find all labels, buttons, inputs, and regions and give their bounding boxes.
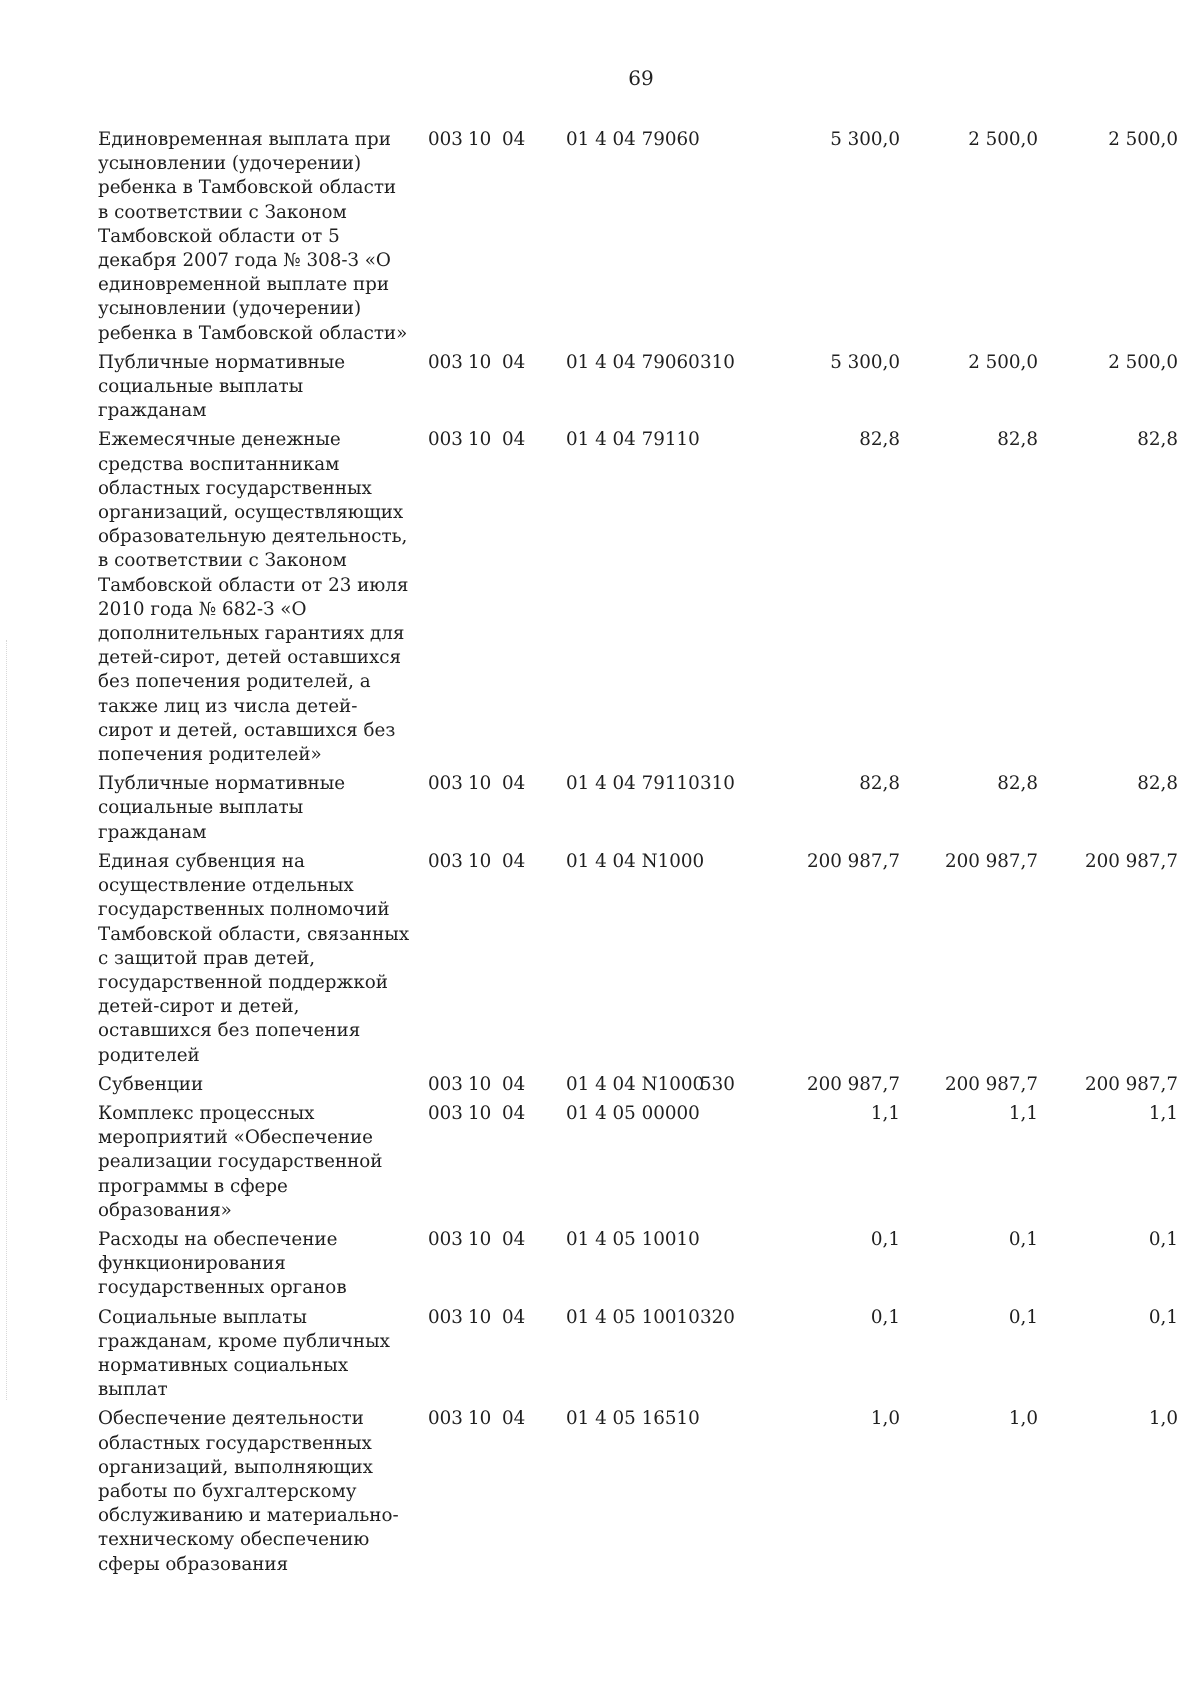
row-ministry-code: 003 [428, 1073, 463, 1095]
row-subsection-code: 04 [502, 429, 526, 451]
row-amount-year-3: 1,0 [1148, 1408, 1178, 1430]
row-amount-year-3: 200 987,7 [1084, 850, 1178, 872]
table-row [98, 1228, 1178, 1306]
row-amount-year-2: 1,1 [1008, 1102, 1038, 1124]
row-amount-year-1: 5 300,0 [830, 129, 900, 150]
row-target-article: 01 4 04 79060 [566, 129, 700, 150]
table-row [98, 1073, 1178, 1102]
row-amount-year-2: 2 500,0 [968, 129, 1038, 150]
row-subsection-code: 04 [502, 351, 526, 373]
table-row [98, 1306, 1178, 1408]
row-amount-year-2: 0,1 [1008, 1228, 1038, 1250]
row-amount-year-1: 82,8 [859, 773, 900, 795]
row-amount-year-3: 2 500,0 [1108, 129, 1178, 150]
row-amount-year-3: 200 987,7 [1084, 1073, 1178, 1095]
row-target-article: 01 4 05 10010 [566, 1228, 700, 1250]
row-name: Обеспечение деятельности областных государственных организаций, выполняющих работы по бухгалтерскому обслуживанию и материально-техническому обеспечению сферы образования [98, 1408, 399, 1575]
row-subsection-code: 04 [502, 1306, 526, 1328]
row-expense-type: 310 [700, 773, 735, 795]
row-amount-year-1: 0,1 [870, 1306, 900, 1328]
row-section-code: 10 [468, 1408, 492, 1430]
row-amount-year-3: 82,8 [1137, 429, 1178, 451]
row-ministry-code: 003 [428, 129, 463, 150]
row-name: Единовременная выплата при усыновлении (удочерении) ребенка в Тамбовской области в соответствии с Законом Тамбовской области от 5 декабря 2007 года № 308-З «О единовременной выплате при усыновлении (удочерении) ребенка в Тамбовской области» [98, 129, 408, 344]
row-amount-year-3: 0,1 [1148, 1306, 1178, 1328]
row-name: Публичные нормативные социальные выплаты гражданам [98, 773, 346, 843]
row-amount-year-1: 200 987,7 [806, 1073, 900, 1095]
row-ministry-code: 003 [428, 1306, 463, 1328]
scan-edge-marks [6, 640, 9, 1400]
page-number: 69 [628, 66, 654, 90]
row-section-code: 10 [468, 1228, 492, 1250]
row-expense-type [690, 428, 750, 772]
row-expense-type [690, 1407, 750, 1581]
row-amount-year-2: 82,8 [997, 773, 1038, 795]
row-subsection-code: 04 [502, 773, 526, 795]
row-amount-year-2: 0,1 [1008, 1306, 1038, 1328]
row-amount-year-2: 82,8 [997, 429, 1038, 451]
row-section-code: 10 [468, 1102, 492, 1124]
row-amount-year-3: 1,1 [1148, 1102, 1178, 1124]
row-name: Единая субвенция на осуществление отдельных государственных полномочий Тамбовской области, связанных с защитой прав детей, государственной поддержкой детей-сирот и детей, оставшихся без попечения родителей [98, 850, 410, 1066]
row-expense-type: 310 [700, 351, 735, 373]
row-target-article: 01 4 04 N1000 [566, 1073, 705, 1095]
row-subsection-code: 04 [502, 850, 526, 872]
row-expense-type [690, 128, 750, 351]
row-expense-type: 530 [700, 1073, 735, 1095]
row-target-article: 01 4 04 79110 [566, 773, 700, 795]
table-row [98, 772, 1178, 850]
row-subsection-code: 04 [502, 1408, 526, 1430]
row-amount-year-1: 0,1 [870, 1228, 900, 1250]
row-subsection-code: 04 [502, 129, 526, 150]
row-amount-year-2: 2 500,0 [968, 351, 1038, 373]
row-section-code: 10 [468, 351, 492, 373]
row-target-article: 01 4 04 N1000 [566, 850, 705, 872]
row-name: Ежемесячные денежные средства воспитанникам областных государственных организаций, осуществляющих образовательную деятельность, в соответствии с Законом Тамбовской области от 23 июля 2010 года № 682-З «О дополнительных гарантиях для детей-сирот, детей оставшихся без попечения родителей, а также лиц из числа детей-сирот и детей, оставшихся без попечения родителей» [98, 429, 409, 766]
row-name: Социальные выплаты гражданам, кроме публичных нормативных социальных выплат [98, 1306, 390, 1401]
table-row [98, 351, 1178, 429]
row-amount-year-3: 2 500,0 [1108, 351, 1178, 373]
row-section-code: 10 [468, 129, 492, 150]
table-row [98, 850, 1178, 1073]
row-ministry-code: 003 [428, 1408, 463, 1430]
row-target-article: 01 4 04 79110 [566, 429, 700, 451]
row-target-article: 01 4 04 79060 [566, 351, 700, 373]
row-subsection-code: 04 [502, 1228, 526, 1250]
table-row [98, 1102, 1178, 1228]
row-expense-type: 320 [700, 1306, 735, 1328]
row-ministry-code: 003 [428, 429, 463, 451]
row-section-code: 10 [468, 1306, 492, 1328]
row-ministry-code: 003 [428, 351, 463, 373]
row-name: Комплекс процессных мероприятий «Обеспечение реализации государственной программы в сфере образования» [98, 1102, 383, 1221]
row-subsection-code: 04 [502, 1102, 526, 1124]
row-section-code: 10 [468, 773, 492, 795]
row-target-article: 01 4 05 16510 [566, 1408, 700, 1430]
row-ministry-code: 003 [428, 850, 463, 872]
row-amount-year-1: 1,1 [870, 1102, 900, 1124]
row-amount-year-1: 1,0 [870, 1408, 900, 1430]
row-amount-year-2: 1,0 [1008, 1408, 1038, 1430]
row-target-article: 01 4 05 00000 [566, 1102, 700, 1124]
row-amount-year-1: 82,8 [859, 429, 900, 451]
row-ministry-code: 003 [428, 1228, 463, 1250]
row-ministry-code: 003 [428, 1102, 463, 1124]
row-section-code: 10 [468, 429, 492, 451]
table-row [98, 1407, 1178, 1581]
row-section-code: 10 [468, 850, 492, 872]
row-section-code: 10 [468, 1073, 492, 1095]
row-amount-year-1: 5 300,0 [830, 351, 900, 373]
row-amount-year-3: 82,8 [1137, 773, 1178, 795]
row-name: Расходы на обеспечение функционирования государственных органов [98, 1228, 347, 1299]
row-amount-year-2: 200 987,7 [944, 1073, 1038, 1095]
row-amount-year-1: 200 987,7 [806, 850, 900, 872]
row-expense-type [690, 850, 750, 1073]
row-target-article: 01 4 05 10010 [566, 1306, 700, 1328]
table-row [98, 428, 1178, 772]
row-ministry-code: 003 [428, 773, 463, 795]
row-amount-year-3: 0,1 [1148, 1228, 1178, 1250]
row-name: Субвенции [98, 1073, 204, 1095]
budget-table [98, 128, 1178, 1582]
row-subsection-code: 04 [502, 1073, 526, 1095]
row-amount-year-2: 200 987,7 [944, 850, 1038, 872]
row-name: Публичные нормативные социальные выплаты гражданам [98, 351, 346, 422]
table-row [98, 128, 1178, 351]
